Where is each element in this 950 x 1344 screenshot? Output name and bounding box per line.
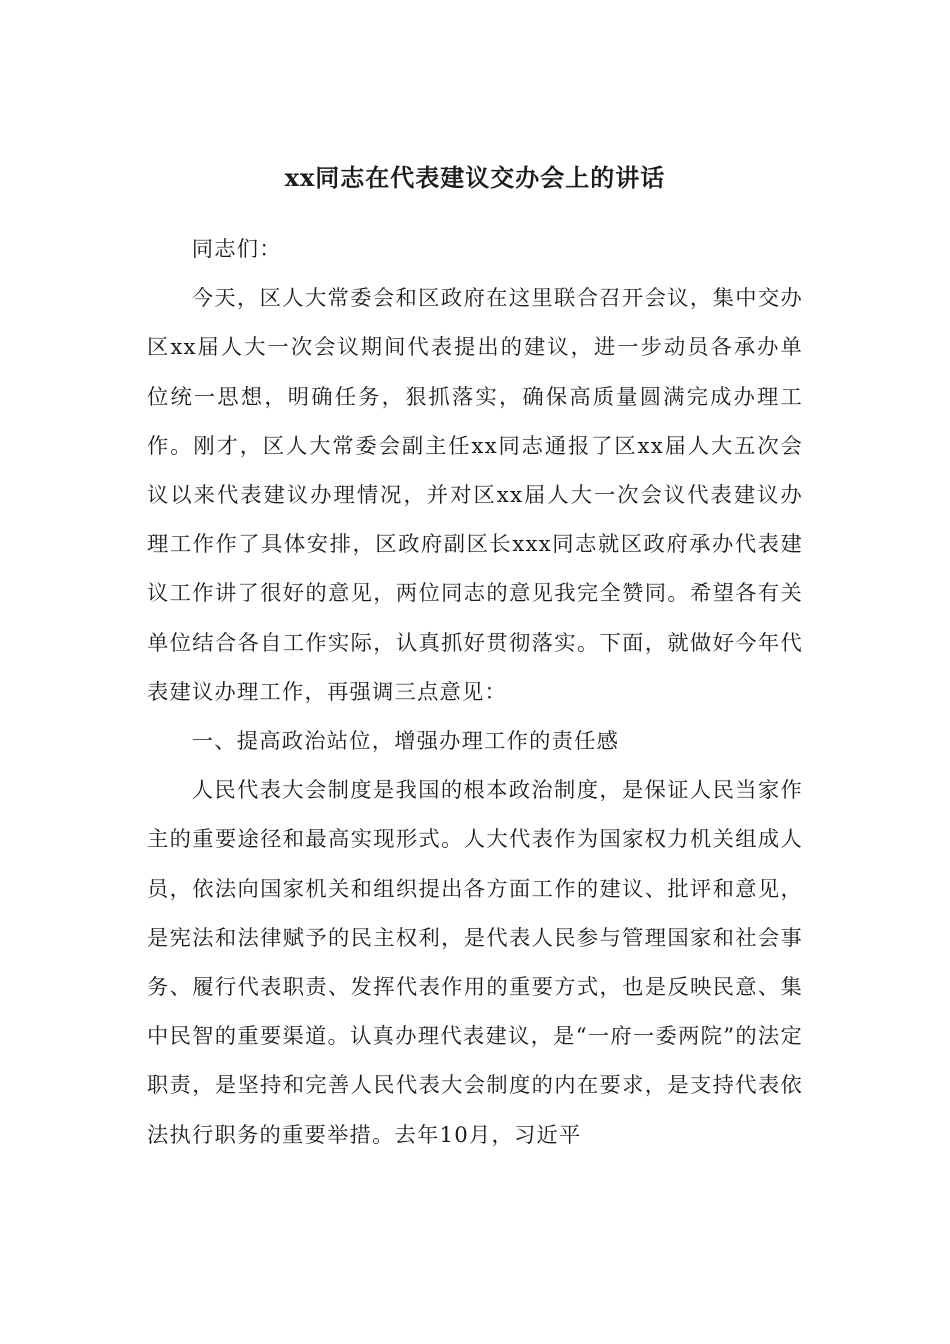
salutation: 同志们： <box>191 237 282 262</box>
section-heading-1: 一、提高政治站位，增强办理工作的责任感 <box>191 729 620 755</box>
paragraph-opening: 今天，区人大常委会和区政府在这里联合召开会议，集中交办区xx届人大一次会议期间代表提出的建议，进一步动员各承办单位统一思想，明确任务，狠抓落实，确保高质量圆满完成办理工作。刚才，区人大常委会副主任xx同志通报了区xx届人大五次会议以来代表建议办理情况，并对区xx届人大一次会议代表建议办理工作作了具体安排，区政府副区长xxx同志就区政府承办代表建议工作讲了很好的意见，两位同志的意见我完全赞同。希望各有关单位结合各自工作实际，认真抓好贯彻落实。下面，就做好今年代表建议办理工作，再强调三点意见： <box>147 286 803 705</box>
document-body <box>147 225 803 1160</box>
paragraph-section-1: 人民代表大会制度是我国的根本政治制度，是保证人民当家作主的重要途径和最高实现形式。人大代表作为国家权力机关组成人员，依法向国家机关和组织提出各方面工作的建议、批评和意见，是宪法和法律赋予的民主权利，是代表人民参与管理国家和社会事务、履行代表职责、发挥代表作用的重要方式，也是反映民意、集中民智的重要渠道。认真办理代表建议，是“一府一委两院”的法定职责，是坚持和完善人民代表大会制度的内在要求，是支持代表依法执行职务的重要举措。去年10月，习近平 <box>147 778 803 1148</box>
document-title: xx同志在代表建议交办会上的讲话 <box>284 163 666 192</box>
